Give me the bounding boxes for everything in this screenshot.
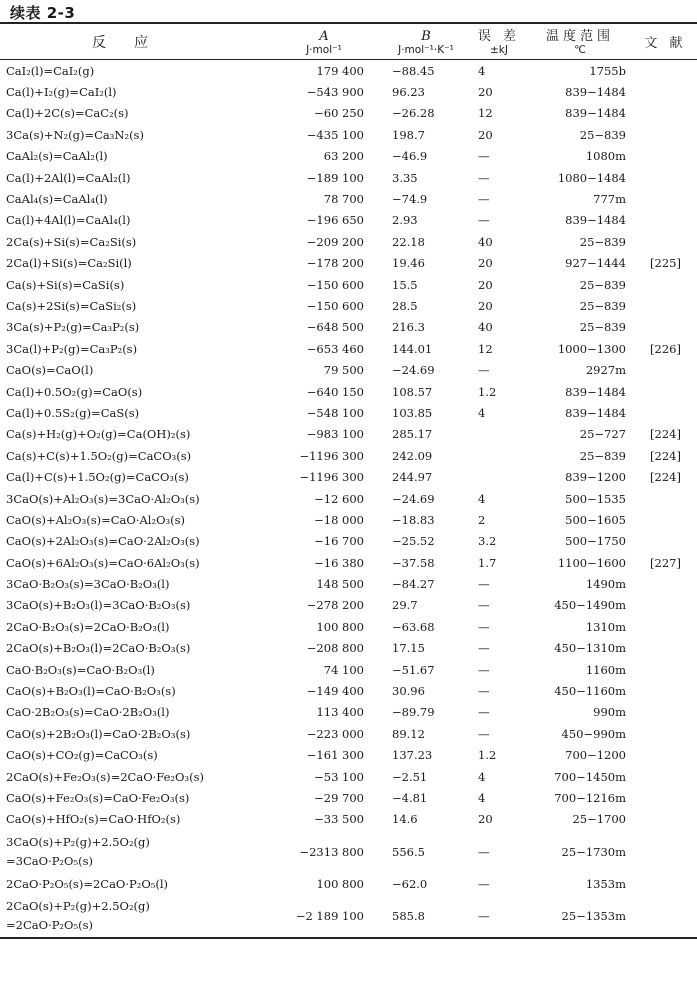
b-value-cell: −18.83 <box>392 512 435 527</box>
table-row <box>0 680 697 701</box>
reaction-cell: 2CaO(s)+Fe₂O₃(s)=2CaO·Fe₂O₃(s) <box>6 769 204 784</box>
temp-range-cell: 500−1750 <box>565 534 626 549</box>
reference-cell <box>634 231 697 252</box>
reference-cell <box>634 809 697 830</box>
b-value-cell: 89.12 <box>392 726 425 741</box>
reaction-cell: 3Ca(l)+P₂(g)=Ca₃P₂(s) <box>6 341 138 356</box>
table-row <box>0 830 697 873</box>
reaction-cell: 3CaO(s)+Al₂O₃(s)=3CaO·Al₂O₃(s) <box>6 491 200 506</box>
temp-range-cell: 839−1484 <box>565 85 626 100</box>
a-value-cell: −60 250 <box>314 106 364 121</box>
header-error-unit: ±kJ <box>472 44 526 60</box>
table-row <box>0 253 697 274</box>
reaction-cell: Ca(l)+0.5O₂(g)=CaO(s) <box>6 384 143 399</box>
table-row <box>0 295 697 316</box>
a-value-cell: −16 700 <box>314 534 364 549</box>
error-cell: 20 <box>478 127 493 142</box>
reaction-cell: CaO(s)+6Al₂O₃(s)=CaO·6Al₂O₃(s) <box>6 555 200 570</box>
b-value-cell: 103.85 <box>392 405 433 420</box>
a-value-cell: −16 380 <box>314 555 364 570</box>
error-cell: 3.2 <box>478 534 497 549</box>
reference-cell <box>634 573 697 594</box>
table-caption: 续表 2-3 <box>10 4 76 22</box>
a-value-cell: −223 000 <box>306 726 364 741</box>
a-value-cell: −543 900 <box>306 85 364 100</box>
table-row <box>0 702 697 723</box>
table-row <box>0 466 697 487</box>
reference-cell <box>634 702 697 723</box>
b-value-cell: −46.9 <box>392 149 428 164</box>
reaction-cell: CaAl₄(s)=CaAl₄(l) <box>6 192 108 207</box>
table-row <box>0 766 697 787</box>
temp-range-cell: 1310m <box>585 619 626 634</box>
table-row <box>0 210 697 231</box>
table-row <box>0 552 697 573</box>
reaction-cell: Ca(l)+I₂(g)=CaI₂(l) <box>6 85 117 100</box>
b-value-cell: −84.27 <box>392 577 435 592</box>
temp-range-cell: 25−839 <box>579 448 626 463</box>
table-row <box>0 60 697 82</box>
temp-range-cell: 1080m <box>585 149 626 164</box>
reference-cell <box>634 60 697 82</box>
b-value-cell: 144.01 <box>392 341 433 356</box>
a-value-cell: −2 189 100 <box>268 894 380 938</box>
reference-cell <box>634 124 697 145</box>
a-value-cell: −2313 800 <box>299 844 364 859</box>
b-value-cell: 17.15 <box>392 641 425 656</box>
error-cell: — <box>478 844 490 859</box>
a-value-cell: −161 300 <box>306 748 364 763</box>
temp-range-cell: 450−1490m <box>554 598 626 613</box>
temp-range-cell: 839−1484 <box>565 106 626 121</box>
reference-cell <box>634 680 697 701</box>
reaction-cell: CaO(s)+Fe₂O₃(s)=CaO·Fe₂O₃(s) <box>6 790 190 805</box>
reaction-cell: CaO·2B₂O₃(s)=CaO·2B₂O₃(l) <box>6 705 170 720</box>
reaction-cell: Ca(l)+0.5S₂(g)=CaS(s) <box>6 405 140 420</box>
a-value-cell: −12 600 <box>314 491 364 506</box>
a-value-cell: −208 800 <box>306 641 364 656</box>
b-value-cell: −4.81 <box>392 790 428 805</box>
table-row <box>0 616 697 637</box>
header-a-unit: J·mol⁻¹ <box>268 44 380 60</box>
temp-range-cell: 777m <box>593 192 626 207</box>
reference-cell <box>634 745 697 766</box>
temp-range-cell: 500−1535 <box>565 491 626 506</box>
temp-range-cell: 450−1160m <box>554 684 626 699</box>
temp-range-cell: 25−839 <box>579 127 626 142</box>
table-row <box>0 167 697 188</box>
reference-cell <box>634 167 697 188</box>
temp-range-cell: 1080−1484 <box>557 170 626 185</box>
a-value-cell: −1196 300 <box>299 470 364 485</box>
temp-range-cell: 25−839 <box>579 277 626 292</box>
error-cell: 1.2 <box>478 748 497 763</box>
error-cell <box>472 466 526 487</box>
reference-cell <box>634 595 697 616</box>
a-value-cell: −648 500 <box>306 320 364 335</box>
a-value-cell: −33 500 <box>314 812 364 827</box>
reaction-line-1: 3CaO(s)+P₂(g)+2.5O₂(g) <box>6 834 150 849</box>
a-value-cell: 179 400 <box>316 63 364 78</box>
table-row <box>0 103 697 124</box>
temp-range-cell: 700−1200 <box>565 748 626 763</box>
error-cell: — <box>478 619 490 634</box>
reaction-cell: Ca(s)+H₂(g)+O₂(g)=Ca(OH)₂(s) <box>6 427 191 442</box>
error-cell <box>472 424 526 445</box>
b-value-cell: −24.69 <box>392 363 435 378</box>
a-value-cell: −149 400 <box>306 684 364 699</box>
error-cell <box>472 445 526 466</box>
error-cell: — <box>478 641 490 656</box>
header-temp-unit: ℃ <box>526 44 634 60</box>
reaction-cell <box>0 830 268 873</box>
error-cell: 20 <box>478 85 493 100</box>
reference-cell <box>634 873 697 894</box>
a-value-cell: −178 200 <box>306 256 364 271</box>
a-value-cell: 78 700 <box>323 192 364 207</box>
b-value-cell: −62.0 <box>392 876 428 891</box>
reaction-cell: Ca(s)+C(s)+1.5O₂(g)=CaCO₃(s) <box>6 448 192 463</box>
reaction-cell: CaI₂(l)=CaI₂(g) <box>6 63 95 78</box>
reference-cell <box>634 317 697 338</box>
error-cell: — <box>478 577 490 592</box>
reaction-cell <box>0 894 268 938</box>
table-row <box>0 509 697 530</box>
error-cell: — <box>478 170 490 185</box>
header-ref: 文 献 <box>634 23 697 60</box>
table-row <box>0 81 697 102</box>
table-body <box>0 60 697 939</box>
reference-cell: [227] <box>650 555 681 570</box>
table-row <box>0 787 697 808</box>
table-header <box>0 23 697 60</box>
reference-cell: [224] <box>650 448 681 463</box>
reaction-cell: Ca(l)+C(s)+1.5O₂(g)=CaCO₃(s) <box>6 470 189 485</box>
table-row <box>0 231 697 252</box>
reaction-cell: CaO·B₂O₃(s)=CaO·B₂O₃(l) <box>6 662 155 677</box>
reference-cell <box>634 81 697 102</box>
b-value-cell: 15.5 <box>392 277 418 292</box>
reference-cell <box>634 210 697 231</box>
error-cell: — <box>472 894 526 938</box>
temp-range-cell: 25−839 <box>579 234 626 249</box>
reaction-cell: 3Ca(s)+P₂(g)=Ca₃P₂(s) <box>6 320 140 335</box>
table-row <box>0 424 697 445</box>
temp-range-cell: 25−727 <box>579 427 626 442</box>
error-cell: 4 <box>478 491 486 506</box>
reference-cell <box>634 188 697 209</box>
b-value-cell: 14.6 <box>392 812 418 827</box>
a-value-cell: 113 400 <box>316 705 364 720</box>
reference-cell <box>634 638 697 659</box>
reference-cell <box>634 295 697 316</box>
reaction-cell: Ca(l)+2Al(l)=CaAl₂(l) <box>6 170 131 185</box>
table-row <box>0 873 697 894</box>
a-value-cell: −435 100 <box>306 127 364 142</box>
reaction-cell: CaO(s)+Al₂O₃(s)=CaO·Al₂O₃(s) <box>6 512 185 527</box>
a-value-cell: 63 200 <box>323 149 364 164</box>
temp-range-cell: 1755b <box>589 63 626 78</box>
a-value-cell: −653 460 <box>306 341 364 356</box>
header-error: 误 差 <box>472 23 526 44</box>
temp-range-cell: 1160m <box>585 662 626 677</box>
error-cell: — <box>478 684 490 699</box>
error-cell: 4 <box>478 769 486 784</box>
table-row <box>0 723 697 744</box>
reference-cell: [224] <box>650 427 681 442</box>
error-cell: — <box>478 363 490 378</box>
temp-range-cell: 1490m <box>585 577 626 592</box>
a-value-cell: 148 500 <box>316 577 364 592</box>
error-cell: 20 <box>478 277 493 292</box>
b-value-cell: −24.69 <box>392 491 435 506</box>
table-row <box>0 402 697 423</box>
a-value-cell: 100 800 <box>316 876 364 891</box>
temp-range-cell: 25−1353m <box>526 894 634 938</box>
b-value-cell: 585.8 <box>380 894 472 938</box>
reaction-cell: 2CaO(s)+B₂O₃(l)=2CaO·B₂O₃(s) <box>6 641 191 656</box>
error-cell: 4 <box>478 790 486 805</box>
thermo-data-table <box>0 22 697 939</box>
b-value-cell: 242.09 <box>392 448 433 463</box>
reference-cell <box>634 274 697 295</box>
b-value-cell: −26.28 <box>392 106 435 121</box>
reaction-cell: CaO(s)+2B₂O₃(l)=CaO·2B₂O₃(s) <box>6 726 191 741</box>
temp-range-cell: 990m <box>593 705 626 720</box>
b-value-cell: −88.45 <box>392 63 435 78</box>
reference-cell: [225] <box>650 256 681 271</box>
reference-cell <box>634 402 697 423</box>
temp-range-cell: 1100−1600 <box>557 555 626 570</box>
reaction-cell: Ca(s)+2Si(s)=CaSi₂(s) <box>6 298 137 313</box>
reaction-cell: Ca(l)+4Al(l)=CaAl₄(l) <box>6 213 131 228</box>
error-cell: 12 <box>478 106 493 121</box>
error-cell: 40 <box>478 234 493 249</box>
error-cell: 1.7 <box>478 555 497 570</box>
temp-range-cell: 700−1216m <box>554 790 626 805</box>
reference-cell <box>634 723 697 744</box>
error-cell: — <box>478 662 490 677</box>
b-value-cell: 22.18 <box>392 234 425 249</box>
error-cell: 1.2 <box>478 384 497 399</box>
reference-cell <box>634 359 697 380</box>
a-value-cell: 79 500 <box>323 363 364 378</box>
a-value-cell: −150 600 <box>306 298 364 313</box>
reaction-cell: CaO(s)+HfO₂(s)=CaO·HfO₂(s) <box>6 812 181 827</box>
table-row <box>0 809 697 830</box>
table-row <box>0 745 697 766</box>
error-cell: 4 <box>478 63 486 78</box>
header-b: B <box>380 23 472 44</box>
reaction-cell: 2CaO·P₂O₅(s)=2CaO·P₂O₅(l) <box>6 876 169 891</box>
reference-cell <box>634 766 697 787</box>
temp-range-cell: 450−1310m <box>554 641 626 656</box>
b-value-cell: −37.58 <box>392 555 435 570</box>
table-row <box>0 595 697 616</box>
temp-range-cell: 839−1484 <box>565 384 626 399</box>
reaction-cell: CaO(s)+CO₂(g)=CaCO₃(s) <box>6 748 158 763</box>
b-value-cell: 29.7 <box>392 598 418 613</box>
table-row <box>0 274 697 295</box>
reference-cell <box>634 509 697 530</box>
b-value-cell: −74.9 <box>392 192 428 207</box>
reference-cell <box>634 616 697 637</box>
error-cell: 4 <box>478 405 486 420</box>
reaction-cell: CaO(s)=CaO(l) <box>6 363 94 378</box>
table-row <box>0 894 697 938</box>
reference-cell <box>634 146 697 167</box>
table-row <box>0 638 697 659</box>
table-row <box>0 381 697 402</box>
table-row <box>0 338 697 359</box>
error-cell: 12 <box>478 341 493 356</box>
b-value-cell: 198.7 <box>392 127 425 142</box>
b-value-cell: 28.5 <box>392 298 418 313</box>
a-value-cell: −29 700 <box>314 790 364 805</box>
table-row <box>0 531 697 552</box>
table-row <box>0 359 697 380</box>
temp-range-cell: 25−839 <box>579 320 626 335</box>
reaction-cell: Ca(l)+2C(s)=CaC₂(s) <box>6 106 129 121</box>
a-value-cell: −278 200 <box>306 598 364 613</box>
a-value-cell: −1196 300 <box>299 448 364 463</box>
reaction-cell: CaAl₂(s)=CaAl₂(l) <box>6 149 108 164</box>
b-value-cell: −63.68 <box>392 619 435 634</box>
temp-range-cell: 25−839 <box>579 298 626 313</box>
a-value-cell: −640 150 <box>306 384 364 399</box>
error-cell: — <box>478 876 490 891</box>
b-value-cell: 108.57 <box>392 384 433 399</box>
reaction-cell: 2Ca(l)+Si(s)=Ca₂Si(l) <box>6 256 132 271</box>
temp-range-cell: 839−1484 <box>565 405 626 420</box>
reaction-cell: 3Ca(s)+N₂(g)=Ca₃N₂(s) <box>6 127 144 142</box>
reference-cell <box>634 531 697 552</box>
error-cell: 20 <box>478 812 493 827</box>
reaction-cell: Ca(s)+Si(s)=CaSi(s) <box>6 277 125 292</box>
reference-cell <box>634 488 697 509</box>
temp-range-cell: 927−1444 <box>565 256 626 271</box>
header-reaction: 反应 <box>0 23 268 60</box>
header-b-unit: J·mol⁻¹·K⁻¹ <box>380 44 472 60</box>
table-row <box>0 445 697 466</box>
error-cell: 2 <box>478 512 486 527</box>
reference-cell <box>634 103 697 124</box>
temp-range-cell: 839−1200 <box>565 470 626 485</box>
error-cell: — <box>478 726 490 741</box>
table-row <box>0 573 697 594</box>
reaction-cell: 2Ca(s)+Si(s)=Ca₂Si(s) <box>6 234 137 249</box>
b-value-cell: 216.3 <box>392 320 425 335</box>
b-value-cell: −25.52 <box>392 534 435 549</box>
header-a: A <box>268 23 380 44</box>
reference-cell: [224] <box>650 470 681 485</box>
b-value-cell: −51.67 <box>392 662 435 677</box>
a-value-cell: 100 800 <box>316 619 364 634</box>
b-value-cell: −89.79 <box>392 705 435 720</box>
reaction-line-1: 2CaO(s)+P₂(g)+2.5O₂(g) <box>6 898 150 913</box>
table-row <box>0 146 697 167</box>
b-value-cell: 285.17 <box>392 427 433 442</box>
error-cell: — <box>478 598 490 613</box>
reaction-line-2: =3CaO·P₂O₅(s) <box>6 853 93 868</box>
b-value-cell: 2.93 <box>392 213 418 228</box>
a-value-cell: −983 100 <box>306 427 364 442</box>
temp-range-cell: 25−1730m <box>561 844 626 859</box>
header-temp: 温度范围 <box>526 23 634 44</box>
a-value-cell: −53 100 <box>314 769 364 784</box>
b-value-cell: 244.97 <box>392 470 433 485</box>
b-value-cell: 30.96 <box>392 684 425 699</box>
a-value-cell: −548 100 <box>306 405 364 420</box>
table-row <box>0 659 697 680</box>
temp-range-cell: 450−990m <box>561 726 626 741</box>
a-value-cell: −189 100 <box>306 170 364 185</box>
table-row <box>0 488 697 509</box>
b-value-cell: 137.23 <box>392 748 433 763</box>
error-cell: — <box>478 213 490 228</box>
b-value-cell: 19.46 <box>392 256 425 271</box>
b-value-cell: 3.35 <box>392 170 418 185</box>
reference-cell <box>634 659 697 680</box>
table-row <box>0 188 697 209</box>
temp-range-cell: 700−1450m <box>554 769 626 784</box>
temp-range-cell: 839−1484 <box>565 213 626 228</box>
a-value-cell: −150 600 <box>306 277 364 292</box>
reference-cell: [226] <box>650 341 681 356</box>
b-value-cell: 556.5 <box>392 844 425 859</box>
b-value-cell: 96.23 <box>392 85 425 100</box>
temp-range-cell: 25−1700 <box>572 812 626 827</box>
reference-cell <box>634 787 697 808</box>
error-cell: 20 <box>478 256 493 271</box>
reaction-cell: CaO(s)+2Al₂O₃(s)=CaO·2Al₂O₃(s) <box>6 534 200 549</box>
reaction-cell: 3CaO(s)+B₂O₃(l)=3CaO·B₂O₃(s) <box>6 598 191 613</box>
table-row <box>0 317 697 338</box>
error-cell: — <box>478 705 490 720</box>
error-cell: — <box>478 149 490 164</box>
reference-cell <box>634 830 697 873</box>
error-cell: 40 <box>478 320 493 335</box>
b-value-cell: −2.51 <box>392 769 428 784</box>
a-value-cell: 74 100 <box>323 662 364 677</box>
table-row <box>0 124 697 145</box>
reaction-cell: 2CaO·B₂O₃(s)=2CaO·B₂O₃(l) <box>6 619 170 634</box>
a-value-cell: −209 200 <box>306 234 364 249</box>
a-value-cell: −18 000 <box>314 512 364 527</box>
reference-cell <box>634 381 697 402</box>
error-cell: 20 <box>478 298 493 313</box>
a-value-cell: −196 650 <box>306 213 364 228</box>
reaction-line-2: =2CaO·P₂O₅(s) <box>6 917 93 932</box>
reference-cell <box>634 894 697 938</box>
reaction-cell: 3CaO·B₂O₃(s)=3CaO·B₂O₃(l) <box>6 577 170 592</box>
temp-range-cell: 2927m <box>585 363 626 378</box>
temp-range-cell: 1000−1300 <box>557 341 626 356</box>
reaction-cell: CaO(s)+B₂O₃(l)=CaO·B₂O₃(s) <box>6 684 176 699</box>
error-cell: — <box>478 192 490 207</box>
temp-range-cell: 500−1605 <box>565 512 626 527</box>
temp-range-cell: 1353m <box>585 876 626 891</box>
